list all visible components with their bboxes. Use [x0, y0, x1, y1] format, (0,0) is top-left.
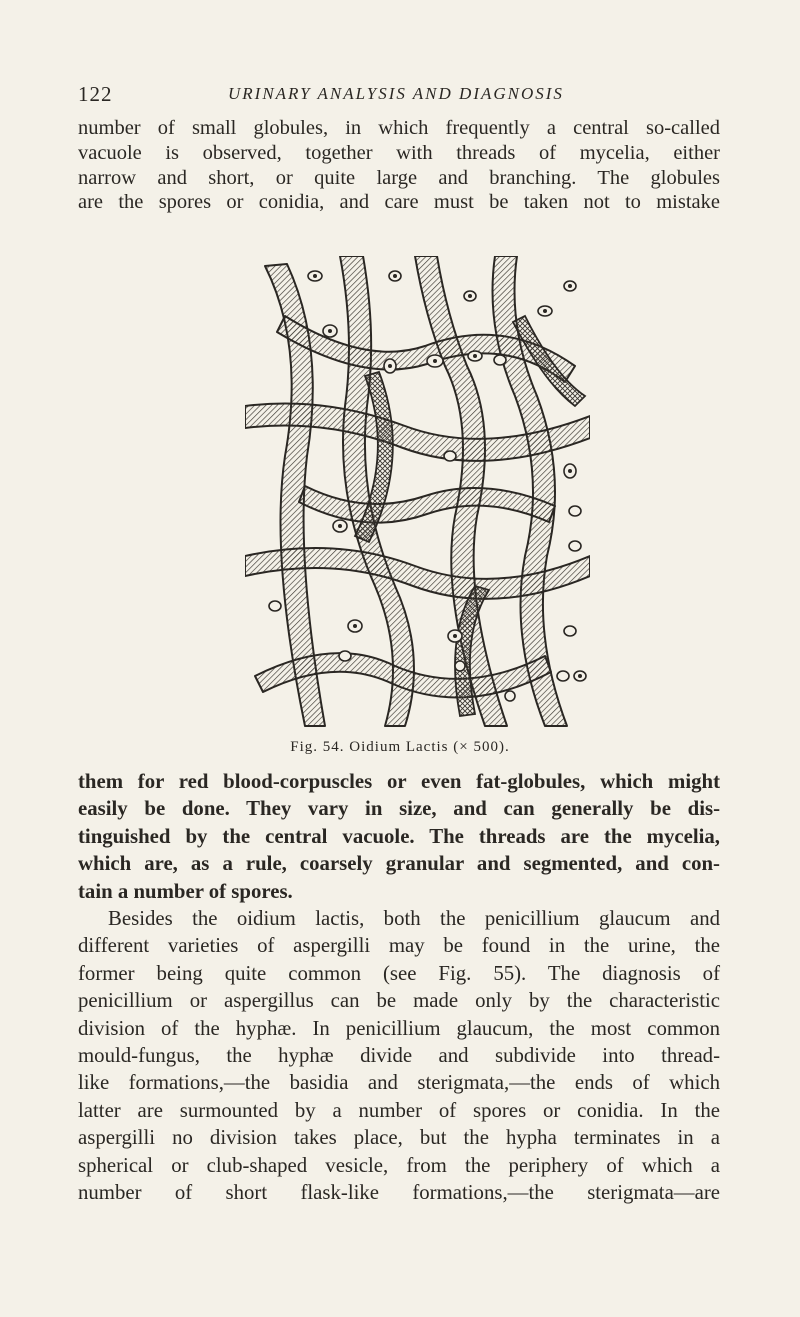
text-line: number of short flask-like formations,—the sterigmata—are — [78, 1181, 720, 1205]
text-line: latter are surmounted by a number of spores or conidia. In the — [78, 1098, 720, 1122]
text-line: which are, as a rule, coarsely granular and segmented, and con- — [78, 852, 720, 876]
text-line: aspergilli no division takes place, but the hypha terminates in a — [78, 1126, 720, 1150]
text-line: them for red blood-corpuscles or even fat-globules, which might — [78, 770, 720, 793]
top-paragraph — [78, 116, 720, 215]
text-line: are the spores or conidia, and care must be taken not to mistake — [78, 191, 720, 214]
microscope-illustration-icon — [245, 256, 590, 731]
running-head: URINARY ANALYSIS AND DIAGNOSIS — [228, 84, 564, 103]
text-line: narrow and short, or quite large and branching. The globules — [78, 166, 720, 189]
text-line: tinguished by the central vacuole. The threads are the mycelia, — [78, 824, 720, 848]
text-line: different varieties of aspergilli may be found in the urine, the — [78, 934, 720, 958]
text-line: Besides the oidium lactis, both the penicillium glaucum and — [108, 907, 720, 931]
figure-oidium-lactis — [245, 256, 590, 731]
text-line: like formations,—the basidia and sterigmata,—the ends of which — [78, 1071, 720, 1095]
text-line: division of the hyphæ. In penicillium glaucum, the most common — [78, 1016, 720, 1040]
text-line: mould-fungus, the hyphæ divide and subdivide into thread- — [78, 1044, 720, 1068]
text-line: penicillium or aspergillus can be made only by the characteristic — [78, 989, 720, 1013]
text-line: number of small globules, in which frequently a central so-called — [78, 117, 720, 139]
text-line: tain a number of spores. — [78, 879, 293, 903]
text-line: vacuole is observed, together with threads of mycelia, either — [78, 141, 720, 164]
text-line: spherical or club-shaped vesicle, from the periphery of which a — [78, 1153, 720, 1177]
figure-caption: Fig. 54. Oidium Lactis (× 500). — [290, 739, 510, 755]
text-line: easily be done. They vary in size, and can generally be dis- — [78, 797, 720, 821]
text-line: former being quite common (see Fig. 55). The diagnosis of — [78, 961, 720, 985]
page-number: 122 — [78, 82, 113, 106]
bottom-paragraphs — [78, 768, 720, 1207]
